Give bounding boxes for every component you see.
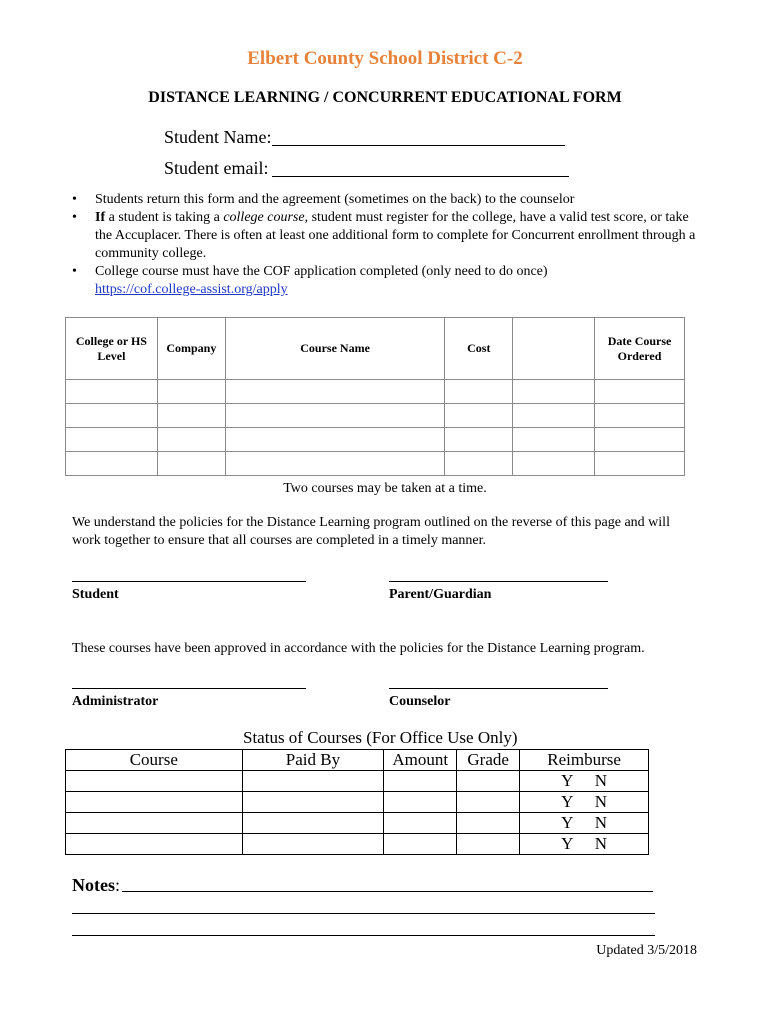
header-company: Company [157,318,225,380]
table-cell[interactable] [384,771,457,792]
instruction-text: College course must have the COF application completed (only need to do once) [95,264,548,279]
table-cell[interactable] [242,792,384,813]
cof-application-link[interactable]: https://cof.college-assist.org/apply [95,282,288,297]
table-cell[interactable] [384,792,457,813]
table-cell[interactable] [513,428,595,452]
table-row [66,813,649,834]
table-cell[interactable] [66,380,158,404]
administrator-signature-line[interactable] [72,688,306,689]
table-cell[interactable] [457,813,520,834]
reimburse-no[interactable]: N [594,771,607,790]
notes-label: Notes [72,875,115,895]
reimburse-no[interactable]: N [594,834,607,853]
table-row [66,404,685,428]
instructions-list [72,191,702,299]
approval-text: These courses have been approved in accordance with the policies for the Distance Learning program. [72,641,645,656]
header-amount: Amount [384,750,457,771]
instruction-item [72,263,702,299]
course-note: Two courses may be taken at a time. [283,481,487,496]
table-cell[interactable] [157,452,225,476]
reimburse-cell[interactable] [520,834,649,855]
table-row [66,380,685,404]
table-cell[interactable] [157,380,225,404]
table-cell[interactable] [595,404,685,428]
agreement-text: We understand the policies for the Distance Learning program outlined on the reverse of this page and will work together to ensure that all courses are completed in a timely manner. [72,515,670,548]
header-paid-by: Paid By [242,750,384,771]
instruction-text: a student is taking a [105,210,224,225]
table-cell[interactable] [157,404,225,428]
reimburse-yes[interactable]: Y [561,834,574,853]
parent-signature-label: Parent/Guardian [389,587,492,602]
instruction-text: , student must register for the college, have a valid test score, or take the Accuplacer. There is often at least one additional form to complete for Concurrent enrollment through a community college. [95,210,696,261]
table-cell[interactable] [66,428,158,452]
table-cell[interactable] [445,380,513,404]
student-signature-line[interactable] [72,581,306,582]
table-cell[interactable] [66,452,158,476]
course-table [65,317,685,476]
instruction-text: Students return this form and the agreement (sometimes on the back) to the counselor [95,192,575,207]
student-name-label: Student Name: [164,127,272,147]
notes-line-1[interactable] [122,891,653,892]
reimburse-no[interactable]: N [594,813,607,832]
table-cell[interactable] [66,404,158,428]
updated-date: Updated 3/5/2018 [596,943,697,958]
table-cell[interactable] [66,771,243,792]
counselor-signature-line[interactable] [389,688,608,689]
table-row [66,428,685,452]
student-signature-label: Student [72,587,119,602]
instruction-if: If [95,210,106,225]
table-cell[interactable] [457,792,520,813]
form-title: DISTANCE LEARNING / CONCURRENT EDUCATIONAL FORM [148,89,622,106]
course-table-header [66,318,685,380]
reimburse-yes[interactable]: Y [561,813,574,832]
table-row [66,792,649,813]
notes-line-3[interactable] [72,935,655,936]
table-cell[interactable] [157,428,225,452]
table-cell[interactable] [384,813,457,834]
status-table-title: Status of Courses (For Office Use Only) [243,728,518,747]
table-cell[interactable] [445,452,513,476]
notes-label-wrap: Notes: [72,875,121,895]
table-cell[interactable] [242,813,384,834]
table-cell[interactable] [595,428,685,452]
table-cell[interactable] [445,428,513,452]
header-date-ordered: Date Course Ordered [595,318,685,380]
student-email-field[interactable] [272,176,569,177]
table-cell[interactable] [66,792,243,813]
table-row [66,834,649,855]
table-row [66,771,649,792]
table-cell[interactable] [225,452,445,476]
district-name: Elbert County School District C-2 [247,48,523,69]
status-table [65,749,649,855]
table-cell[interactable] [595,452,685,476]
header-course-name: Course Name [225,318,445,380]
table-cell[interactable] [225,404,445,428]
table-cell[interactable] [445,404,513,428]
reimburse-cell[interactable] [520,813,649,834]
table-cell[interactable] [457,834,520,855]
counselor-signature-label: Counselor [389,694,451,709]
instruction-item [72,191,702,209]
table-cell[interactable] [225,428,445,452]
header-blank [513,318,595,380]
reimburse-cell[interactable] [520,771,649,792]
table-cell[interactable] [225,380,445,404]
student-email-label: Student email: [164,158,269,178]
parent-signature-line[interactable] [389,581,608,582]
table-cell[interactable] [513,452,595,476]
reimburse-yes[interactable]: Y [561,771,574,790]
reimburse-yes[interactable]: Y [561,792,574,811]
table-cell[interactable] [242,771,384,792]
header-reimburse: Reimburse [520,750,649,771]
student-name-field[interactable] [272,145,565,146]
notes-line-2[interactable] [72,913,655,914]
instruction-item [72,209,702,263]
table-cell[interactable] [384,834,457,855]
table-cell[interactable] [595,380,685,404]
instruction-emphasis: college course [223,210,305,225]
header-grade: Grade [457,750,520,771]
reimburse-no[interactable]: N [594,792,607,811]
header-course: Course [66,750,243,771]
table-cell[interactable] [66,813,243,834]
table-cell[interactable] [242,834,384,855]
table-cell[interactable] [513,380,595,404]
table-cell[interactable] [513,404,595,428]
status-table-header [66,750,649,771]
reimburse-cell[interactable] [520,792,649,813]
table-cell[interactable] [66,834,243,855]
table-row [66,452,685,476]
administrator-signature-label: Administrator [72,694,159,709]
header-level: College or HS Level [66,318,158,380]
header-cost: Cost [445,318,513,380]
table-cell[interactable] [457,771,520,792]
